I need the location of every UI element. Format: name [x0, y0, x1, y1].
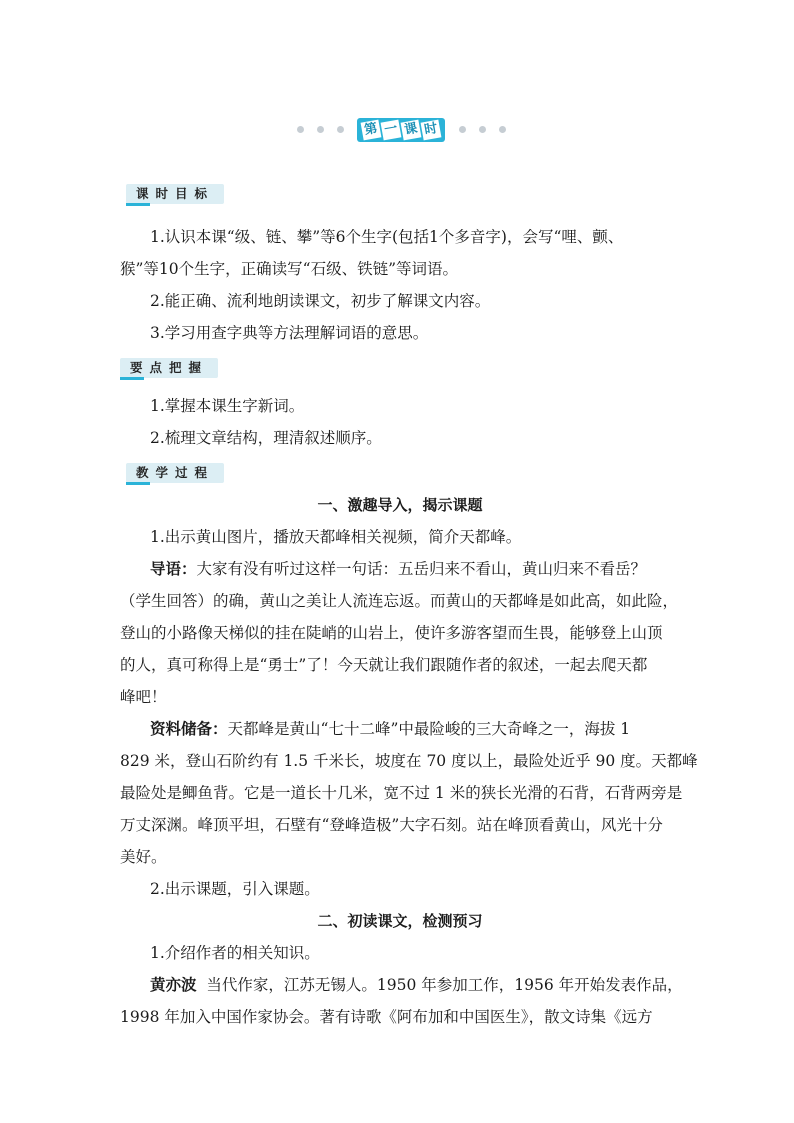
- goal-item-2: 2.能正确、流利地朗读课文，初步了解课文内容。: [150, 292, 491, 310]
- part1-heading: 一、激趣导入，揭示课题: [317, 496, 483, 514]
- author-line-2: 1998 年加入中国作家协会。著有诗歌《阿布加和中国医生》，散文诗集《远方: [120, 1008, 653, 1026]
- intro-line-2: （学生回答）的确，黄山之美让人流连忘返。而黄山的天都峰是如此高，如此险，: [120, 592, 679, 610]
- intro-line-5: 峰吧！: [120, 688, 167, 706]
- part1-step2: 2.出示课题，引入课题。: [150, 880, 320, 898]
- resource-line-5: 美好。: [120, 848, 167, 866]
- resource-label: 资料储备：: [150, 720, 228, 738]
- intro-line-4: 的人，真可称得上是“勇士”了！今天就让我们跟随作者的叙述，一起去爬天都: [120, 656, 648, 674]
- resource-paragraph-line: [150, 718, 680, 740]
- dot-icon: [499, 126, 506, 133]
- goal-item-1-cont: 猴”等10个生字，正确读写“石级、铁链”等词语。: [120, 260, 458, 278]
- lesson-char: 时: [421, 120, 442, 141]
- tag-underline: [120, 377, 144, 380]
- intro-text: 大家有没有听过这样一句话：五岳归来不看山，黄山归来不看岳？: [196, 560, 647, 578]
- goal-item-3: 3.学习用查字典等方法理解词语的意思。: [150, 324, 429, 342]
- lesson-header: [0, 118, 794, 142]
- author-name: 黄亦波: [150, 976, 197, 994]
- author-paragraph-line: [150, 974, 683, 996]
- part2-heading: 二、初读课文，检测预习: [317, 912, 483, 930]
- key-point-1: 1.掌握本课生字新词。: [150, 397, 305, 415]
- dot-icon: [459, 126, 466, 133]
- intro-paragraph-line: [150, 558, 680, 580]
- section-tag-goals: 课时目标: [126, 184, 224, 204]
- part1-step1: 1.出示黄山图片，播放天都峰相关视频，简介天都峰。: [150, 528, 522, 546]
- dot-icon: [297, 126, 304, 133]
- resource-line-2: 829 米，登山石阶约有 1.5 千米长，坡度在 70 度以上，最险处近乎 90 度。天都峰: [120, 752, 698, 770]
- dot-icon: [317, 126, 324, 133]
- lesson-badge: [357, 118, 445, 142]
- section-tag-process: 教学过程: [126, 463, 224, 483]
- tag-underline: [126, 203, 150, 206]
- part2-step1: 1.介绍作者的相关知识。: [150, 944, 320, 962]
- resource-line-4: 万丈深渊。峰顶平坦，石壁有“登峰造极”大字石刻。站在峰顶看黄山，风光十分: [120, 816, 663, 834]
- section-tag-key-points: 要点把握: [120, 358, 218, 378]
- lesson-char: 课: [401, 120, 422, 141]
- lesson-char: 一: [381, 120, 402, 141]
- intro-label: 导语：: [150, 560, 197, 578]
- key-point-2: 2.梳理文章结构，理清叙述顺序。: [150, 429, 382, 447]
- intro-line-3: 登山的小路像天梯似的挂在陡峭的山岩上，使许多游客望而生畏，能够登上山顶: [120, 624, 663, 642]
- dot-icon: [337, 126, 344, 133]
- resource-text: 天都峰是黄山“七十二峰”中最险峻的三大奇峰之一，海拔 1: [227, 720, 631, 738]
- lesson-char: 第: [361, 120, 382, 141]
- resource-line-3: 最险处是鲫鱼背。它是一道长十几米，宽不过 1 米的狭长光滑的石背，石背两旁是: [120, 784, 683, 802]
- dot-icon: [479, 126, 486, 133]
- author-text: 当代作家，江苏无锡人。1950 年参加工作，1956 年开始发表作品，: [206, 976, 683, 994]
- goal-item-1: 1.认识本课“级、链、攀”等6个生字(包括1个多音字)，会写“哩、颤、: [150, 228, 624, 246]
- tag-underline: [126, 482, 150, 485]
